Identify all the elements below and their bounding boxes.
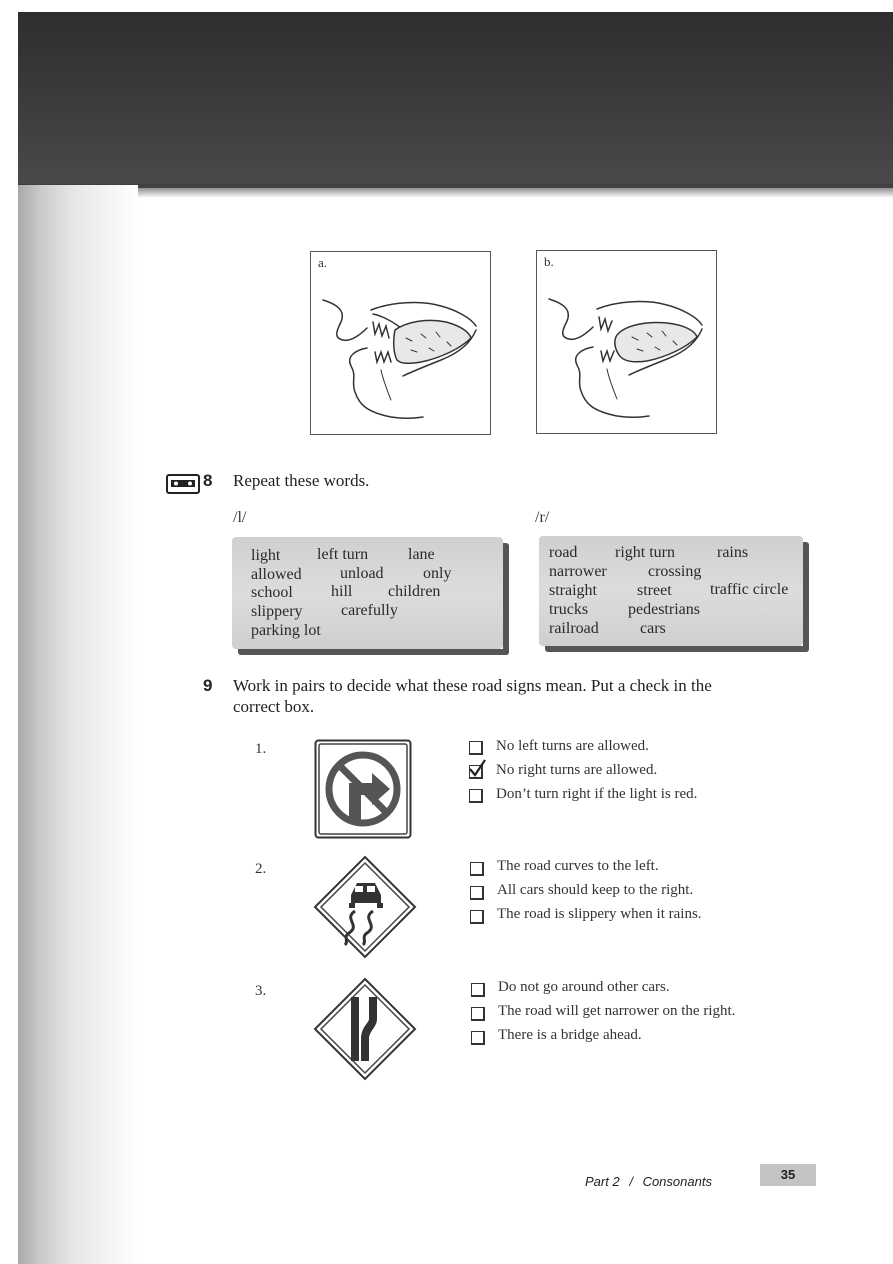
- r-word: narrower: [549, 563, 607, 580]
- item-2-option-3-checkbox[interactable]: [470, 910, 484, 924]
- r-word-box: [539, 536, 803, 646]
- footer-part: Part 2: [585, 1174, 620, 1189]
- l-phoneme-label: /l/: [233, 509, 247, 526]
- item-1-option-2: No right turns are allowed.: [496, 762, 658, 778]
- item-2-option-2-checkbox[interactable]: [470, 886, 484, 900]
- page-number: 35: [760, 1164, 816, 1186]
- exercise-9-instruction-line1: Work in pairs to decide what these road signs mean. Put a check in the: [233, 676, 712, 695]
- no-right-turn-sign-icon: [314, 739, 412, 839]
- l-word: only: [423, 565, 452, 582]
- item-3-option-1: Do not go around other cars.: [498, 979, 670, 995]
- item-1-option-3-checkbox[interactable]: [469, 789, 483, 803]
- r-word: rains: [717, 544, 749, 561]
- l-word: parking lot: [251, 622, 321, 639]
- item-3-option-3-checkbox[interactable]: [471, 1031, 485, 1045]
- scan-shadow-left: [18, 185, 138, 1264]
- r-phoneme-label: /r/: [535, 509, 550, 526]
- item-2-option-1-checkbox[interactable]: [470, 862, 484, 876]
- r-word: traffic circle: [710, 581, 789, 598]
- l-word: hill: [331, 583, 353, 600]
- exercise-9-instruction-line2: correct box.: [233, 697, 315, 716]
- item-3-option-1-checkbox[interactable]: [471, 983, 485, 997]
- r-word: cars: [640, 620, 666, 637]
- item-2-option-2: All cars should keep to the right.: [497, 882, 694, 898]
- item-3-option-3: There is a bridge ahead.: [498, 1027, 642, 1043]
- figure-a: [310, 251, 491, 435]
- figure-b: [536, 250, 717, 434]
- mouth-r-illustration: [537, 251, 716, 433]
- l-word: children: [388, 583, 441, 600]
- r-word: right turn: [615, 544, 675, 561]
- item-1-number: 1.: [255, 741, 267, 757]
- item-2-number: 2.: [255, 861, 267, 877]
- r-word: road: [549, 544, 578, 561]
- item-2-option-1: The road curves to the left.: [497, 858, 659, 874]
- r-word: pedestrians: [628, 601, 700, 618]
- figure-a-label: a.: [318, 255, 328, 270]
- exercise-8-instruction: Repeat these words.: [233, 471, 370, 490]
- l-word: unload: [340, 565, 384, 582]
- page-edge: [0, 0, 18, 1264]
- item-1-option-1: No left turns are allowed.: [496, 738, 649, 754]
- item-1-option-3: Don’t turn right if the light is red.: [496, 786, 698, 802]
- r-word: crossing: [648, 563, 702, 580]
- footer-separator: /: [629, 1174, 633, 1189]
- cassette-icon: [166, 474, 200, 494]
- r-word: trucks: [549, 601, 589, 618]
- l-word: left turn: [317, 546, 369, 563]
- item-3-number: 3.: [255, 983, 267, 999]
- l-word: lane: [408, 546, 435, 563]
- road-narrows-sign-icon: [313, 977, 417, 1081]
- r-word: straight: [549, 582, 597, 599]
- exercise-8-number: 8: [203, 471, 213, 490]
- slippery-road-sign-icon: [313, 855, 417, 959]
- l-word-box: [232, 537, 503, 649]
- exercise-9-number: 9: [203, 676, 213, 695]
- footer-section: [585, 1174, 712, 1189]
- item-2-option-3: The road is slippery when it rains.: [497, 906, 702, 922]
- item-1-option-1-checkbox[interactable]: [469, 741, 483, 755]
- footer-section-name: Consonants: [642, 1174, 712, 1189]
- check-mark-icon: [467, 758, 487, 778]
- l-word: allowed: [251, 566, 302, 583]
- item-3-option-2: The road will get narrower on the right.: [498, 1003, 736, 1019]
- r-word: street: [637, 582, 672, 599]
- item-3-option-2-checkbox[interactable]: [471, 1007, 485, 1021]
- figure-b-label: b.: [544, 254, 554, 269]
- r-word: railroad: [549, 620, 599, 637]
- l-word: school: [251, 584, 293, 601]
- mouth-l-illustration: [311, 252, 490, 434]
- l-word: light: [251, 547, 281, 564]
- l-word: slippery: [251, 603, 303, 620]
- l-word: carefully: [341, 602, 398, 619]
- scan-shadow-top: [18, 12, 893, 188]
